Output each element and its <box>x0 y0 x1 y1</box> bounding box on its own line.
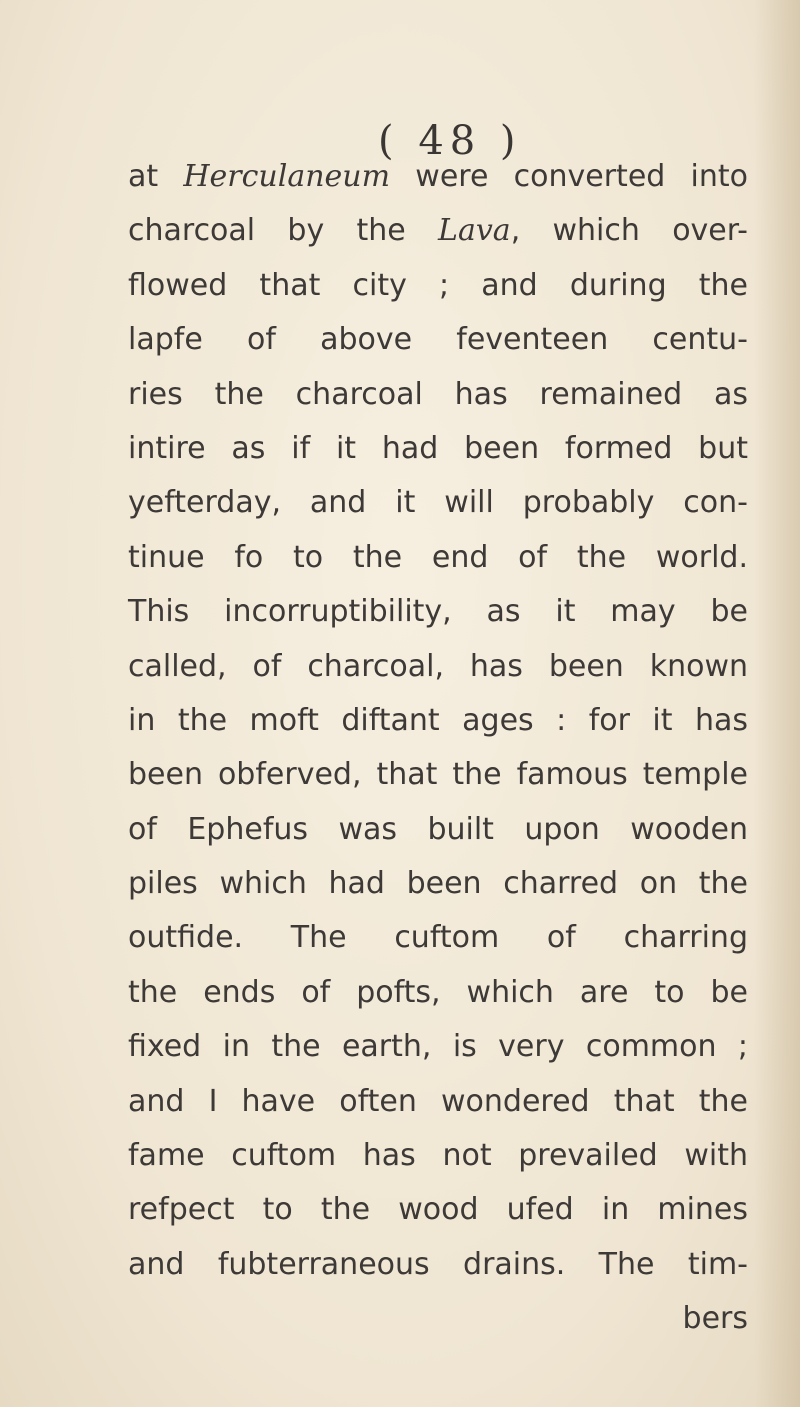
text-segment: piles which had been charred on the <box>128 866 748 902</box>
text-segment: outfide. The cuftom of charring <box>128 920 748 956</box>
text-segment: been obferved, that the famous temple <box>128 757 748 793</box>
text-line <box>128 422 748 476</box>
text-line <box>128 585 748 639</box>
text-line <box>128 748 748 802</box>
text-line <box>128 857 748 911</box>
text-segment: and fubterraneous drains. The tim- <box>128 1246 748 1282</box>
catchword: bers <box>682 1301 748 1337</box>
text-line <box>128 1075 748 1129</box>
text-segment: ries the charcoal has remained as <box>128 376 748 412</box>
text-line <box>128 531 748 585</box>
text-line <box>128 476 748 530</box>
text-segment: of Ephefus was built upon wooden <box>128 811 748 847</box>
text-line <box>128 1183 748 1237</box>
italic-text-segment: Herculaneum <box>183 159 391 194</box>
text-segment: were converted into <box>390 159 749 194</box>
text-segment: in the moft diftant ages : for it has <box>128 702 748 738</box>
text-segment: at <box>128 159 184 194</box>
text-line <box>128 1129 748 1183</box>
italic-text-segment: Lava <box>438 213 511 249</box>
text-line <box>128 911 748 965</box>
text-line <box>128 640 748 694</box>
text-segment: tinue fo to the end of the world. <box>128 539 748 575</box>
text-line <box>128 204 748 258</box>
text-segment: intire as if it had been formed but <box>128 430 748 466</box>
text-segment: the ends of pofts, which are to be <box>128 974 748 1010</box>
text-line <box>128 803 748 857</box>
text-line <box>128 694 748 748</box>
text-segment: lapfe of above feventeen centu- <box>128 322 748 358</box>
text-segment: fame cuftom has not prevailed with <box>128 1138 748 1174</box>
text-segment: This incorruptibility, as it may be <box>128 594 748 630</box>
body-text <box>128 150 748 1347</box>
text-line <box>128 259 748 313</box>
page-number: ( 48 ) <box>378 118 522 164</box>
text-segment: yefterday, and it will probably con- <box>128 485 748 521</box>
page-edge-shadow <box>754 0 800 1407</box>
text-segment: and I have often wondered that the <box>128 1083 748 1119</box>
text-segment: fixed in the earth, is very common ; <box>128 1029 748 1065</box>
text-segment: called, of charcoal, has been known <box>128 648 748 684</box>
text-line <box>128 966 748 1020</box>
text-segment: flowed that city ; and during the <box>128 267 748 303</box>
text-line <box>128 1238 748 1292</box>
text-line <box>128 1020 748 1074</box>
text-segment: refpect to the wood ufed in mines <box>128 1192 748 1228</box>
text-line <box>128 313 748 367</box>
text-line <box>128 368 748 422</box>
text-segment: , which over- <box>510 213 748 249</box>
text-segment: charcoal by the <box>128 213 439 249</box>
text-line <box>128 150 748 204</box>
